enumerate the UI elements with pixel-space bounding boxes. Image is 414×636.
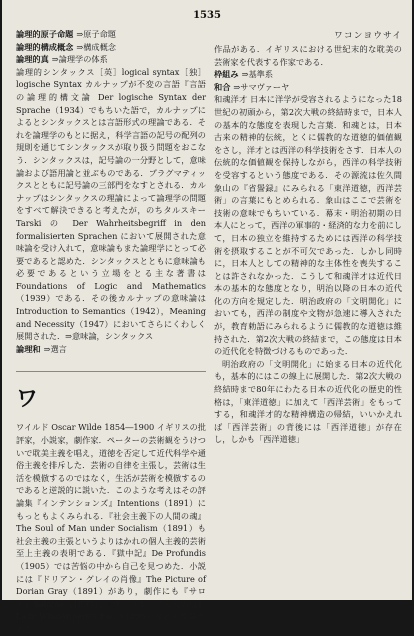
headword: 和合 [214, 81, 231, 92]
section-letter: ワ [16, 371, 206, 413]
entry-wakon-yosai: 和魂洋才 日本に洋学が受容されるようになった18世紀の初頭から，第2次大戦の終結時まで，日本人の基本的な態度を表現した言葉．和魂とは，日本古来の精神的伝統，とくに儒教的な道徳的価値観をさし，洋才とは西洋の科学技術をさす．日本人の伝統的な価値観を保持しながら，西洋の科学技術を受容するという態度である．その源流は佐久間象山の『省諐録』にみられる「東洋道徳，西洋芸術」の言葉にもとめられる．象山はここで芸術を技術の意味でもちいている．幕末・明治初期の日本人にとって，西洋の軍事的・経済的な力を前にして，日本の独立を維持するためには西洋の科学技術を摂取することが不可欠であった．しかし同時に，日本人としての精神的な主体性を喪失することは許されなかった．こうして和魂洋才は近代日本の基本的な態度となり，明治以降の日本の近代化の方向を規定した．明治政府の「文明開化」においても，西洋の制度や文物が急速に導入されたが，教育勅語にみられるように儒教的な道徳は維持された．第2次大戦の終結まで，この態度は日本の近代化を特徴づけるものであった． [214, 94, 402, 357]
entry-wakon-continued: 明治政府の「文明開化」に始まる日本の近代化も，基本的にはこの線上に展開した．第2次大戦の終結時まで80年にわたる日本の近代化の歴史的性格は，「東洋道徳」に加えて「西洋芸術」をもってする，和魂洋才的な精神構造の帰結，いいかえれば「西洋芸術」の背後には「西洋道徳」が存在し，しかも「西洋道徳」 [214, 358, 402, 445]
dictionary-page [2, 0, 412, 634]
running-head-index: ワコンヨウサイ [334, 31, 402, 41]
entry-continuation: 作品がある．イギリスにおける世紀末的な耽美の芸術家を代表する作家である． [214, 44, 402, 67]
entry-framework [214, 68, 402, 81]
entry-logical-construct [16, 41, 206, 54]
cross-reference: ⇒論理学の体系 [51, 54, 108, 65]
left-column [16, 28, 206, 636]
headword: 枠組み [214, 69, 239, 80]
headword: 論理的真 [16, 54, 49, 65]
headword: 論理的構成概念 [16, 41, 74, 52]
right-column [214, 28, 402, 446]
cross-reference: ⇒基準系 [241, 69, 274, 80]
headword: 論理的原子命題 [16, 29, 74, 39]
entry-logical-sum [16, 343, 206, 356]
cross-reference: ⇒原子命題 [76, 29, 116, 39]
entry-logical-truth [16, 53, 206, 66]
entry-logical-atomic [16, 28, 206, 41]
page-number: 1535 [193, 10, 221, 21]
headword: 論理和 [16, 343, 41, 354]
cross-reference: ⇒構成概念 [76, 41, 116, 52]
entry-logical-syntax: 論理的シンタックス［英］logical syntax［独］logische Syntax カルナップが不変の言語『言語の論理的構文論 Der logische Syntax der Sprache（1934）でもちいた語で，カルナップによるとシンタックスとは言語形式の理論である．それを論理学のもとに据え，科学言語の記号の配列の規則を通じてシンタックスが取り扱う問題をおこなう．シンタックスは，記号論の一分野として，意味論および語用論と並ぶものである．プラグマティックスとともに記号論の三部門をなすとされる．カルナップはシンタックスの理論によって論理学の問題をすべて解決できると考えたが，のちタルスキー Tarski の Der Wahrheitsbegriff in den formalisierten Sprachen において展開された意味論を受け入れて，意味論もまた論理学にとって必要であると認めた．シンタックスとともに意味論も必要であるという立場をとる主な著書は Foundations of Logic and Mathematics（1939）である．その後カルナップの意味論は Introduction to Semantics（1942），Meaning and Necessity（1947）においてさらにくわしく展開された．⇒意味論，シンタックス [16, 66, 206, 342]
entry-harmony [214, 81, 402, 94]
cross-reference: ⇒選言 [43, 343, 67, 354]
entry-wilde: ワイルド Oscar Wilde 1854―1900 イギリスの批評家，小説家，劇作家．ペーターの芸術観をうけついで耽美主義を唱え，道徳を否定して近代科学や通俗主義を排斥した．芸術の自律を主張し，芸術は生活を模倣するのではなく，生活が芸術を模倣するのであると逆説的に説いた．このような考えはその評論集『インテンションズ』Intentions（1891）にもっともよくみられる．『社会主義下の人間の魂』The Soul of Man under Socialism（1891）も社会主義の主張というよりはかれの個人主義的芸術至上主義の表明である．『獄中記』De Profundis（1905）では苦悩の中から自己を見つめた．小説には『ドリアン・グレイの肖像』The Picture of Dorian Gray（1891）があり，劇作にも『サロメ』Salomé（1893），『ウィンダミア夫人の扇』Lady Windermere's Fan（1893）などの作品がある． [16, 422, 206, 634]
cross-reference: ⇒サマヴァーヤ [233, 81, 290, 92]
